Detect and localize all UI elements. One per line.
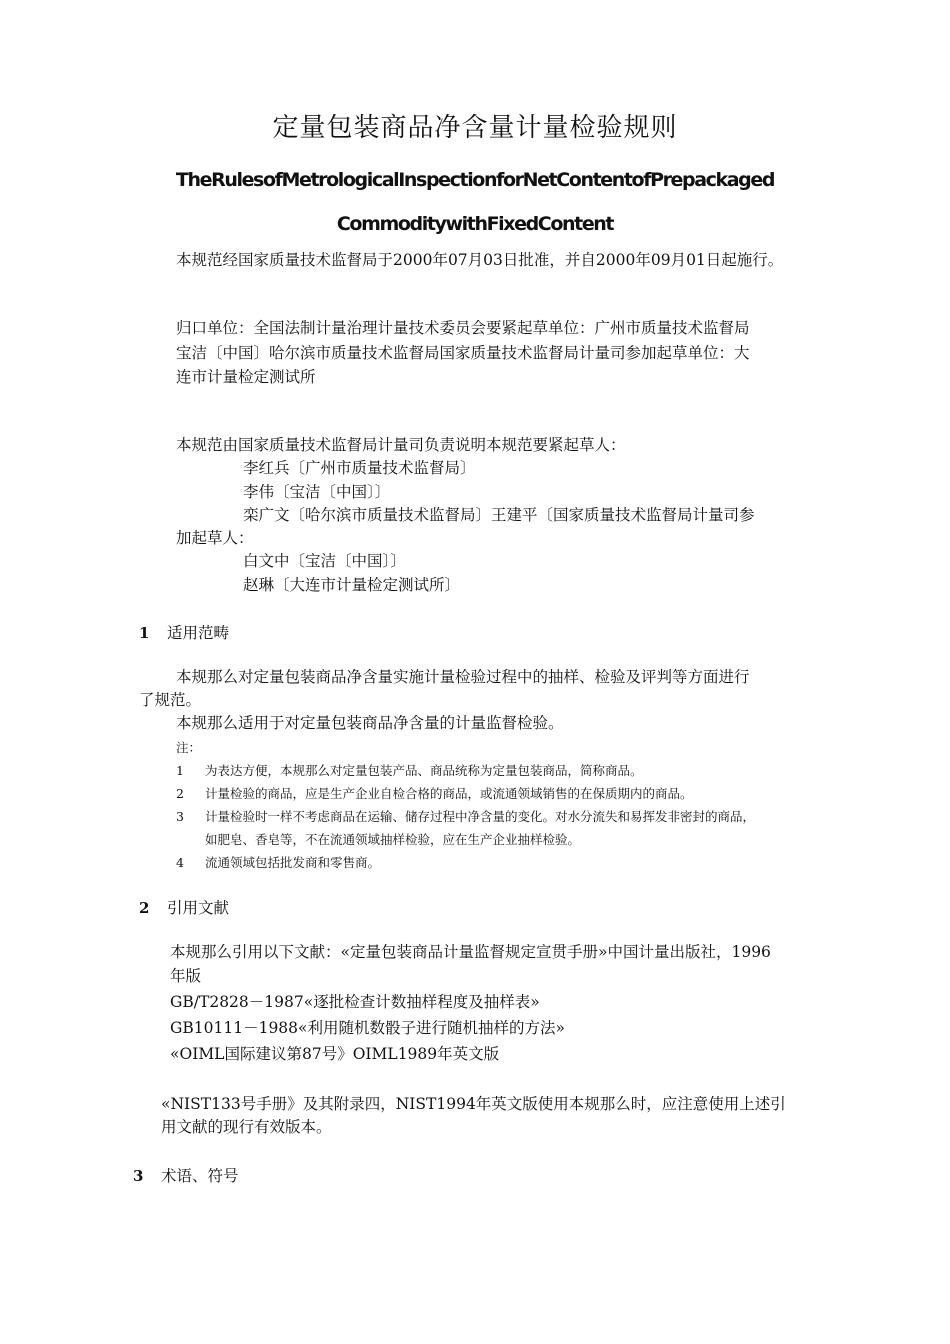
note-number: 4 [176, 855, 184, 870]
section-1-heading: 适用范畴 [167, 624, 230, 642]
units-line-1: 归口单位：全国法制计量治理计量技术委员会要紧起草单位：广州市质量技术监督局 [176, 319, 750, 337]
reference-line: 年版 [170, 967, 202, 985]
note-text: 流通领域包括批发商和零售商。 [205, 855, 381, 870]
note-text: 为表达方便，本规那么对定量包装产品、商品统称为定量包装商品，简称商品。 [205, 763, 643, 778]
reference-line: 本规那么引用以下文献：«定量包装商品计量监督规定宣贯手册»中国计量出版社，1996 [170, 943, 771, 961]
reference-line: GB10111－1988«利用随机数骰子进行随机抽样的方法» [170, 1019, 565, 1037]
participating-drafter-line: 赵琳〔大连市计量检定测试所〕 [243, 576, 461, 594]
drafter-line: 李伟〔宝洁〔中国〕〕 [243, 483, 391, 501]
note-text: 计量检验时一样不考虑商品在运输、储存过程中净含量的变化。对水分流失和易挥发非密封的商品， [205, 809, 756, 824]
drafter-line: 李红兵〔广州市质量技术监督局〕 [243, 459, 476, 477]
approval-statement: 本规范经国家质量技术监督局于2000年07月03日批准，并自2000年09月01日起施行。 [176, 251, 784, 269]
notes-label: 注： [176, 740, 202, 755]
english-title-line-2: CommoditywithFixedContent [336, 213, 614, 235]
units-line-3: 连市计量检定测试所 [176, 368, 316, 386]
note-number: 1 [176, 763, 184, 778]
document-title: 定量包装商品净含量计量检验规则 [272, 113, 678, 143]
participating-drafter-line: 白文中〔宝洁〔中国〕〕 [243, 552, 406, 570]
section-1-paragraph-line-1: 本规那么对定量包装商品净含量实施计量检验过程中的抽样、检验及评判等方面进行 [176, 668, 750, 686]
section-2-closing-line-1: «NIST133号手册》及其附录四，NIST1994年英文版使用本规那么时，应注意使用上述引 [161, 1095, 786, 1113]
participating-drafters-label: 加起草人： [176, 529, 254, 547]
note-text-continued: 如肥皂、香皂等，不在流通领域抽样检验，应在生产企业抽样检验。 [205, 832, 581, 847]
units-line-2: 宝洁〔中国〕哈尔滨市质量技术监督局国家质量技术监督局计量司参加起草单位：大 [176, 344, 750, 362]
note-number: 2 [176, 786, 184, 801]
section-2-number: 2 [139, 899, 150, 917]
note-text: 计量检验的商品，应是生产企业自检合格的商品，或流通领域销售的在保质期内的商品。 [205, 786, 693, 801]
reference-line: GB/T2828－1987«逐批检查计数抽样程度及抽样表» [170, 993, 540, 1011]
drafter-line: 栾广文〔哈尔滨市质量技术监督局〕王建平〔国家质量技术监督局计量司参 [243, 506, 755, 524]
note-number: 3 [176, 809, 184, 824]
section-3-number: 3 [133, 1167, 144, 1185]
section-3-heading: 术语、符号 [161, 1167, 239, 1185]
section-2-closing-line-2: 用文献的现行有效版本。 [161, 1118, 332, 1136]
section-1-paragraph-line-2: 了规范。 [139, 691, 202, 709]
section-1-paragraph-2: 本规那么适用于对定量包装商品净含量的计量监督检验。 [176, 714, 564, 732]
drafters-intro: 本规范由国家质量技术监督局计量司负责说明本规范要紧起草人： [176, 436, 626, 454]
section-1-number: 1 [139, 624, 150, 642]
english-title-line-1: TheRulesofMetrologicalInspectionforNetContentofPrepackaged [175, 169, 775, 191]
reference-line: «OIML国际建议第87号》OIML1989年英文版 [170, 1045, 500, 1063]
section-2-heading: 引用文献 [167, 899, 230, 917]
